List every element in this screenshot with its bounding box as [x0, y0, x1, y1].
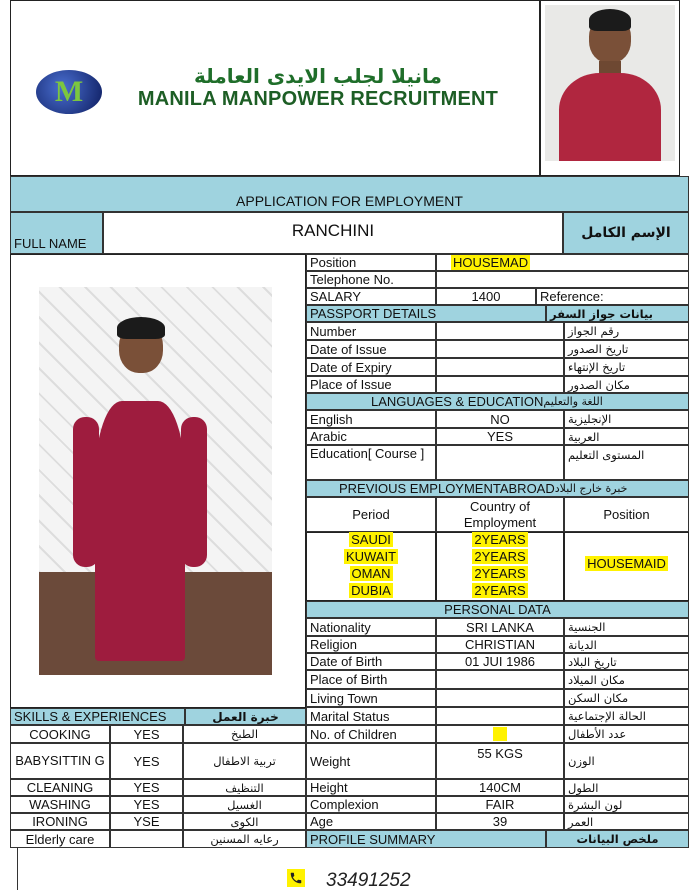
experience-row: [306, 566, 564, 583]
personal-row-value: [436, 689, 564, 707]
reference-label: Reference:: [536, 288, 689, 305]
personal-row-label: Nationality: [306, 618, 436, 636]
personal-row-label: Place of Birth: [306, 670, 436, 689]
phone-icon: [287, 869, 305, 887]
experience-row: [306, 583, 564, 600]
skill-name: COOKING: [10, 725, 110, 743]
experience-position-value-wrap: [564, 556, 689, 571]
passport-row-arabic: مكان الصدور: [564, 376, 689, 393]
salary-value: 1400: [436, 288, 536, 305]
skill-name: BABYSITTIN G: [10, 743, 110, 779]
experience-country: KUWAIT: [345, 549, 397, 564]
logo-letter: M: [54, 75, 84, 108]
position-label: Position: [306, 254, 436, 271]
personal-row-arabic: تاريخ البلاد: [564, 653, 689, 670]
company-logo: [36, 70, 102, 114]
personal-row-value: SRI LANKA: [436, 618, 564, 636]
experience-country: OMAN: [351, 566, 391, 581]
personal-row-label: Religion: [306, 636, 436, 653]
skill-value: [110, 830, 183, 848]
languages-title-cell: [306, 393, 689, 410]
passport-row-label: Date of Expiry: [306, 358, 436, 376]
passport-row-label: Date of Issue: [306, 340, 436, 358]
language-row-arabic: الإنجليزية: [564, 410, 689, 428]
skill-arabic: رعايه المسنين: [183, 830, 306, 848]
language-row-value: [436, 445, 564, 480]
company-name: MANILA MANPOWER RECRUITMENT: [137, 88, 499, 110]
passport-row-value: [436, 376, 564, 393]
company-arabic-name: مانيلا لجلب الايدى العاملة: [194, 64, 442, 88]
passport-title-arabic: بيانات جواز السفر: [546, 305, 689, 322]
profile-title-arabic: ملخص البيانات: [546, 830, 689, 848]
experience-position-value: HOUSEMAID: [587, 556, 666, 571]
skill-name: WASHING: [10, 796, 110, 813]
personal-row-value: CHRISTIAN: [436, 636, 564, 653]
skill-arabic: الطبخ: [183, 725, 306, 743]
passport-row-value: [436, 340, 564, 358]
personal-row-value-cell: [436, 725, 564, 743]
personal-row-value: [436, 670, 564, 689]
skill-value: YES: [110, 779, 183, 796]
personal-row-arabic: عدد الأطفال: [564, 725, 689, 743]
personal-row-arabic: الجنسية: [564, 618, 689, 636]
skill-arabic: التنظيف: [183, 779, 306, 796]
experience-title-cell: [306, 480, 689, 497]
experience-country: DUBIA: [351, 583, 391, 598]
personal-row-arabic: الوزن: [564, 743, 689, 779]
personal-row-value: FAIR: [436, 796, 564, 813]
personal-row-arabic: الطول: [564, 779, 689, 796]
language-row-arabic: المستوى التعليم: [564, 445, 689, 480]
language-row-value: YES: [436, 428, 564, 445]
passport-row-arabic: تاريخ الصدور: [564, 340, 689, 358]
personal-row-arabic: مكان السكن: [564, 689, 689, 707]
skill-value: YES: [110, 725, 183, 743]
experience-title: PREVIOUS EMPLOYMENTABROAD: [339, 481, 555, 496]
skill-arabic: تربية الاطفال: [183, 743, 306, 779]
footer-phone: 33491252: [326, 870, 411, 891]
skills-title-arabic: خبرة العمل: [185, 708, 306, 725]
personal-row-label: Complexion: [306, 796, 436, 813]
personal-row-value: 140CM: [436, 779, 564, 796]
personal-row-value: 39: [436, 813, 564, 830]
experience-period: 2YEARS: [474, 583, 526, 598]
experience-title-arabic: خبرة خارج البلاد: [554, 482, 628, 495]
personal-row-value: [436, 707, 564, 725]
experience-period: 2YEARS: [474, 566, 526, 581]
personal-row-label: Weight: [306, 743, 436, 779]
language-row-label: Education[ Course ]: [306, 445, 436, 480]
language-row-label: English: [306, 410, 436, 428]
languages-title: LANGUAGES & EDUCATION: [371, 394, 544, 409]
skill-value: YSE: [110, 813, 183, 830]
skill-arabic: الكوى: [183, 813, 306, 830]
passport-row-label: Number: [306, 322, 436, 340]
experience-country: SAUDI: [351, 532, 391, 547]
period-header: Period: [306, 497, 436, 532]
salary-label: SALARY: [306, 288, 436, 305]
full-body-photo: [39, 287, 272, 675]
personal-row-label: Age: [306, 813, 436, 830]
personal-row-value: 01 JUI 1986: [436, 653, 564, 670]
passport-row-arabic: رقم الجواز: [564, 322, 689, 340]
personal-row-value: 55 KGS: [436, 743, 564, 779]
skills-title: SKILLS & EXPERIENCES: [10, 708, 185, 725]
experience-row: [306, 532, 564, 549]
position-header: Position: [564, 497, 689, 532]
personal-row-arabic: لون البشرة: [564, 796, 689, 813]
form-title: APPLICATION FOR EMPLOYMENT: [10, 176, 689, 212]
passport-row-label: Place of Issue: [306, 376, 436, 393]
experience-period: 2YEARS: [474, 532, 526, 547]
portrait-photo: [545, 5, 675, 161]
personal-row-label: Date of Birth: [306, 653, 436, 670]
skill-value: YES: [110, 796, 183, 813]
profile-title: PROFILE SUMMARY: [306, 830, 546, 848]
full-name-value: RANCHINI: [103, 212, 563, 254]
personal-row-label: Living Town: [306, 689, 436, 707]
personal-row-label: Marital Status: [306, 707, 436, 725]
experience-row: [306, 549, 564, 566]
personal-row-arabic: العمر: [564, 813, 689, 830]
telephone-value: [436, 271, 689, 288]
personal-title: PERSONAL DATA: [306, 601, 689, 618]
personal-row-arabic: الديانة: [564, 636, 689, 653]
personal-row-arabic: مكان الميلاد: [564, 670, 689, 689]
passport-row-value: [436, 358, 564, 376]
passport-title: PASSPORT DETAILS: [306, 305, 546, 322]
skill-name: IRONING: [10, 813, 110, 830]
passport-row-arabic: تاريخ الإنتهاء: [564, 358, 689, 376]
full-name-arabic: الإسم الكامل: [563, 212, 689, 254]
skill-value: YES: [110, 743, 183, 779]
children-highlight: [493, 727, 507, 741]
country-header: Country of Employment: [436, 497, 564, 532]
telephone-label: Telephone No.: [306, 271, 436, 288]
skill-arabic: الغسيل: [183, 796, 306, 813]
position-value-cell: [436, 254, 689, 271]
personal-row-label: Height: [306, 779, 436, 796]
personal-row-label: No. of Children: [306, 725, 436, 743]
full-name-label: FULL NAME: [10, 212, 103, 254]
languages-title-arabic: اللغة والتعليم: [543, 395, 603, 408]
position-value: HOUSEMAD: [453, 255, 529, 270]
skill-name: CLEANING: [10, 779, 110, 796]
skill-name: Elderly care: [10, 830, 110, 848]
language-row-label: Arabic: [306, 428, 436, 445]
experience-period: 2YEARS: [474, 549, 526, 564]
language-row-value: NO: [436, 410, 564, 428]
language-row-arabic: العربية: [564, 428, 689, 445]
passport-row-value: [436, 322, 564, 340]
personal-row-arabic: الحالة الإجتماعية: [564, 707, 689, 725]
